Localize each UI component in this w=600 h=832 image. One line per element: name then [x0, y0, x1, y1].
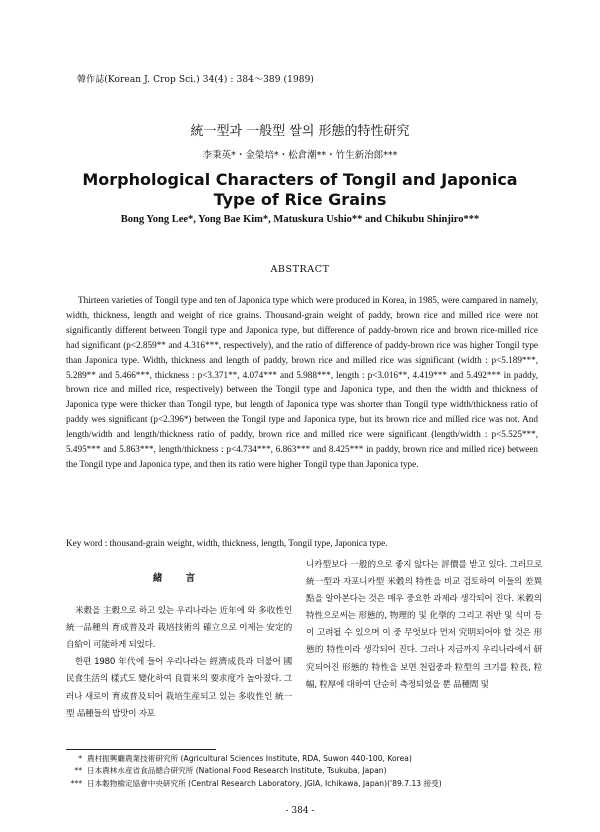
right-column [306, 557, 542, 694]
footnote-1 [66, 753, 546, 765]
korean-title: 統一型과 一般型 쌀의 形態的特性研究 [190, 124, 410, 139]
footnote-2 [66, 765, 546, 777]
footnote-rule [66, 749, 216, 750]
footnote-text: 日本農林水産省食品總合研究所 (National Food Research Institute, Tsukuba, Japan) [87, 766, 387, 776]
footnote-text: 農村振興廳農業技術研究所 (Agricultural Sciences Institute, RDA, Suwon 440-100, Korea) [87, 754, 412, 763]
introduction-paragraph-2: 한편 1980 年代에 들어 우리나라는 經濟成長과 더불어 國民食生活의 樣式도 變化하여 良質米의 要求度가 높아졌다. 그러나 새로이 育成普及되어 栽培生産되고 있는 多收性인 統一型 品種들의 밥맛이 자포 [66, 657, 292, 719]
footnote-mark: ** [74, 766, 82, 776]
introduction-paragraph-1: 米穀을 主穀으로 하고 있는 우리나라는 近年에 와 多收性인 統一品種의 育成普及과 栽培技術의 確立으로 이제는 安定的 自給이 可能하게 되었다. [66, 606, 292, 651]
journal-reference: 韓作誌(Korean J. Crop Sci.) 34(4) : 384～389 (1989) [77, 75, 315, 85]
footnote-text: 日本穀物檢定協會中央研究所 (Central Research Laboratory, JGIA, Ichikawa, Japan)('89.7.13 接受) [87, 778, 442, 788]
abstract-text: Thirteen varieties of Tongil type and ten of Japonica type which were produced in Korea, in 1985, were campared in namely, width, thickness, length and weight of rice grains. Thousand-grain weight of paddy, brown rice and milled rice were not significantly different between Tongil type and Japonica type, but difference of paddy-brown rice and brown rice-milled rice had significant (p<2.859** and 4.316***, respectively), and the ratio of difference of paddy-brown rice was higher Tongil type than Japonica type. Width, thickness and length of paddy, brown rice and milled rice was significant (width : p<5.189***, 5.289** and 5.466***, thickness : p<3.371**, 4.074*** and 5.988***, length : p<3.016**, 4.419*** and 5.492*** in paddy, brown rice and milled rice, respectively) between the Tongil type and Japonica type, and then the width and thickness of Japonica type were thicker than Tongil type, but length of Japonica type was shorter than Tongil type width/thickness ratio of paddy wes significant (p<2.396*) between the Tongil type and Japonica type, but its brown rice and milled rice was not. And length/width and length/thickness ratio of paddy, brown rice and milled rice were significant (length/width : p<5.525***, 5.495*** and 5.863***, length/thickness : p<4.734***, 6.863*** and 8.425*** in paddy, brown rice and milled rice) between the Tongil type and Japonica type, and then its ratio were higher Tongil type than Japonica type. [66, 295, 538, 469]
english-authors: Bong Yong Lee*, Yong Bae Kim*, Matuskura Ushio** and Chikubu Shinjiro*** [120, 214, 480, 225]
keywords: Key word : thousand-grain weight, width, thickness, length, Tongil type, Japonica type. [66, 538, 388, 548]
abstract-body [66, 293, 538, 472]
footnote-3 [66, 778, 546, 790]
introduction-heading: 緒 言 [152, 573, 206, 584]
english-title-line-2: Type of Rice Grains [213, 190, 387, 209]
footnotes [66, 753, 546, 790]
english-title [0, 170, 600, 210]
korean-authors: 李秉英*・金榮培*・松倉潮**・竹生新治郎*** [202, 150, 398, 161]
footnote-mark: *** [70, 778, 82, 788]
abstract-heading: ABSTRACT [270, 264, 330, 275]
english-title-line-1: Morphological Characters of Tongil and Japonica [82, 170, 518, 189]
introduction-right-text: 니카型보다 一般的으로 좋지 않다는 評價를 받고 있다. 그러므로 統一型과 자포니카型 米穀의 特性을 비교 검토하여 이들의 差異點을 알아본다는 것은 매우 중요한 과제라 생각되어 진다. 米穀의 特性으로써는 形態的, 物理的 및 化學的 그리고 취반 및 식미 등이 고려될 수 있으며 이 중 무엇보다 먼저 究明되어야 할 것은 形態的 特性이라 생각되어 진다. 그러나 지금까지 우리나라에서 研究되어진 形態的 特性을 보면 천립중과 粒型의 크기를 粒長, 粒幅, 粒厚에 대하여 단순히 측정되었을 뿐 品種間 및 [306, 560, 542, 690]
footnote-mark: * [78, 754, 82, 763]
page-number: - 384 - [285, 806, 315, 816]
left-column [66, 570, 292, 723]
